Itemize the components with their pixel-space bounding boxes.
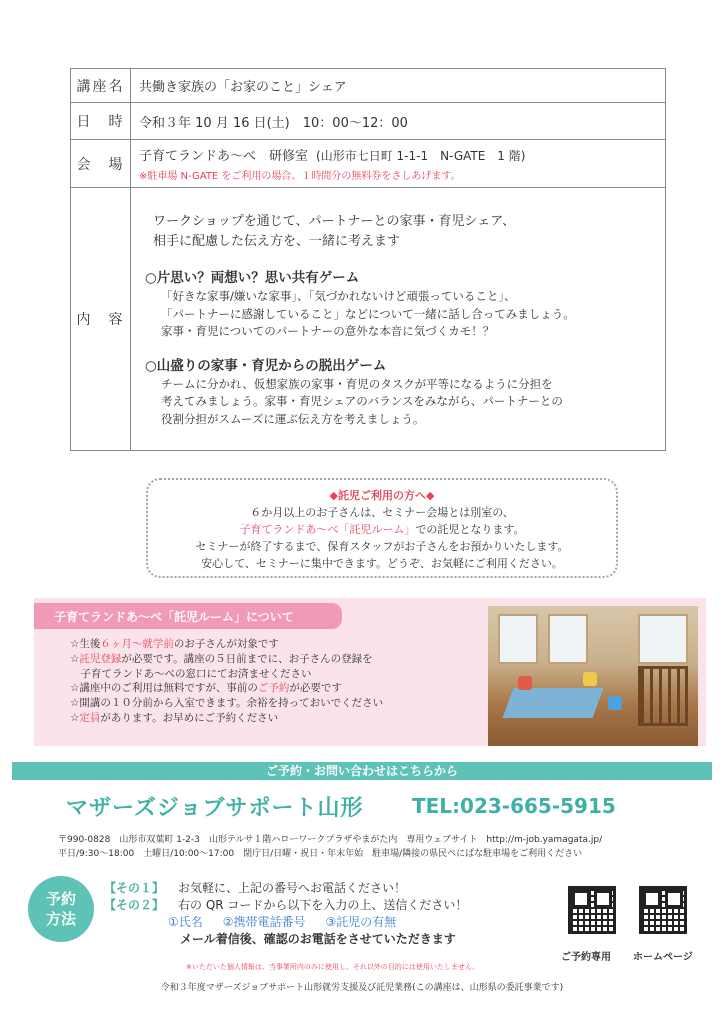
method-1: 【その１】 お気軽に、上記の番号へお電話ください！ [104,881,407,895]
section1-line: 「パートナーに感謝していること」などについて一緒に話し合ってみましょう。 [161,306,575,321]
content-row [71,188,665,450]
venue-address: (山形市七日町 1-1-1 N-GATE 1 階) [316,149,526,163]
venue-label: 会 場 [71,140,131,187]
section1-body [161,288,665,341]
section2-title: ○山盛りの家事・育児からの脱出ゲーム [145,357,387,374]
required-fields: ①氏名 ②携帯電話番号 ③託児の有無 [168,915,397,929]
section2-line: 考えてみましょう。家事・育児シェアのバランスをみながら、パートナーとの [161,394,563,408]
badge-line: 予約 [45,890,76,908]
venue-row [71,140,665,188]
method-2: 【その２】 右の QR コードから以下を入力の上、送信ください！ [104,898,468,912]
photo-crib [638,666,688,726]
list-item: ☆開講の１０分前から入室できます。余裕を持っておいでください [70,697,384,710]
course-row [71,69,665,103]
childcare-room-photo [488,606,698,746]
organization-name: マザーズジョブサポート山形 [66,796,364,821]
list-item: ☆託児登録が必要です。講座の５日前までに、お子さんの登録を [70,652,373,665]
reservation-method-badge [28,876,94,942]
address-block [58,833,602,861]
photo-toy [583,672,597,686]
course-value: 共働き家族の「お家のこと」シェア [139,80,347,95]
date-row [71,103,665,140]
address-line: 〒990-0828 山形市双葉町 1-2-3 山形テルサ１階ハローワークプラザやまがた内 専用ウェブサイト http://m-job.yamagata.jp/ [58,835,603,845]
homepage-qr-code[interactable] [639,886,687,934]
parking-note: ※駐車場 N-GATE をご利用の場合、１時間分の無料券をさしあげます。 [139,171,461,182]
venue-value: 子育てランドあ〜べ 研修室 [139,149,309,164]
hours-line: 平日/9:30〜18:00 土曜日/10:00〜17:00 閉庁日/日曜・祝日・年末年始 駐車場/隣接の県民ぺにばな駐車場をご利用ください [58,849,583,859]
notice-line-rest: での託児となります。 [415,523,525,536]
list-item: ☆講座中のご利用は無料ですが、事前のご予約が必要です [70,682,342,695]
privacy-note: ※いただいた個人情報は、当事業所内のみに使用し、それ以外の目的には使用いたしません。 [186,963,480,971]
homepage-qr-label: ホームページ [633,952,693,963]
notice-line [148,521,616,538]
badge-line: 方法 [45,910,76,928]
reservation-qr-code[interactable] [568,886,616,934]
section1-line: 家事・育児についてのパートナーの意外な本音に気づくカモ！？ [161,324,495,338]
reservation-qr-label: ご予約専用 [561,952,611,963]
list-item: 子育てランドあ〜べの窓口にてお済ませください [70,667,312,680]
course-label: 講座名 [71,69,131,102]
childcare-notice [146,478,618,578]
photo-window [548,614,588,664]
intro-line: 相手に配慮した伝え方を、一緒に考えます [153,234,401,249]
date-label: 日 時 [71,103,131,139]
photo-toy [518,676,532,690]
date-value: 令和３年 10 月 16 日(土) 10：00〜12：00 [139,115,408,131]
content-label: 内 容 [71,188,131,450]
contact-bar: ご予約・お問い合わせはこちらから [12,762,712,780]
section1-title: ○片思い？両想い？思い共有ゲーム [145,270,360,286]
notice-line: 安心して、セミナーに集中できます。どうぞ、お気軽にご利用ください。 [201,557,563,570]
list-item: ☆生後６ヶ月〜就学前のお子さんが対象です [70,638,279,650]
childcare-room-list [70,637,383,726]
phone-number[interactable]: TEL:023-665-5915 [412,794,616,818]
footer-note: 令和３年度マザーズジョブサポート山形就労支援及び託児業務(この講座は、山形県の委託事業です) [160,983,564,993]
list-item: ☆定員があります。お早めにご予約ください [70,711,279,724]
section2-body [161,376,665,429]
notice-line: ６か月以上のお子さんは、セミナー会場とは別室の、 [250,506,514,519]
notice-line: セミナーが終了するまで、保育スタッフがお子さんをお預かりいたします。 [195,540,569,553]
notice-title: ◆託児ご利用の方へ◆ [329,489,435,502]
content-intro [153,212,665,252]
childcare-room-tag: 子育てランドあ〜べ「託児ルーム」について [34,603,342,629]
photo-window [498,614,538,664]
confirmation-note: メール着信後、確認のお電話をさせていただきます [180,932,456,946]
intro-line: ワークショップを通じて、パートナーとの家事・育児シェア、 [153,214,516,229]
content-cell [131,188,665,450]
section2-line: 役割分担がスムーズに運ぶ伝え方を考えましょう。 [161,411,425,426]
section2-line: チームに分かれ、仮想家族の家事・育児のタスクが平等になるように分担を [161,376,553,391]
photo-window [638,614,688,664]
venue-cell [131,140,665,187]
photo-play-mat [503,688,604,718]
photo-toy [608,696,622,710]
childcare-room-name: 子育てランドあ〜べ「託児ルーム」 [239,523,416,536]
reservation-methods [104,880,467,948]
section1-line: 「好きな家事/嫌いな家事」、「気づかれないけど頑張っていること」、 [161,289,516,303]
event-info-table [70,68,666,451]
